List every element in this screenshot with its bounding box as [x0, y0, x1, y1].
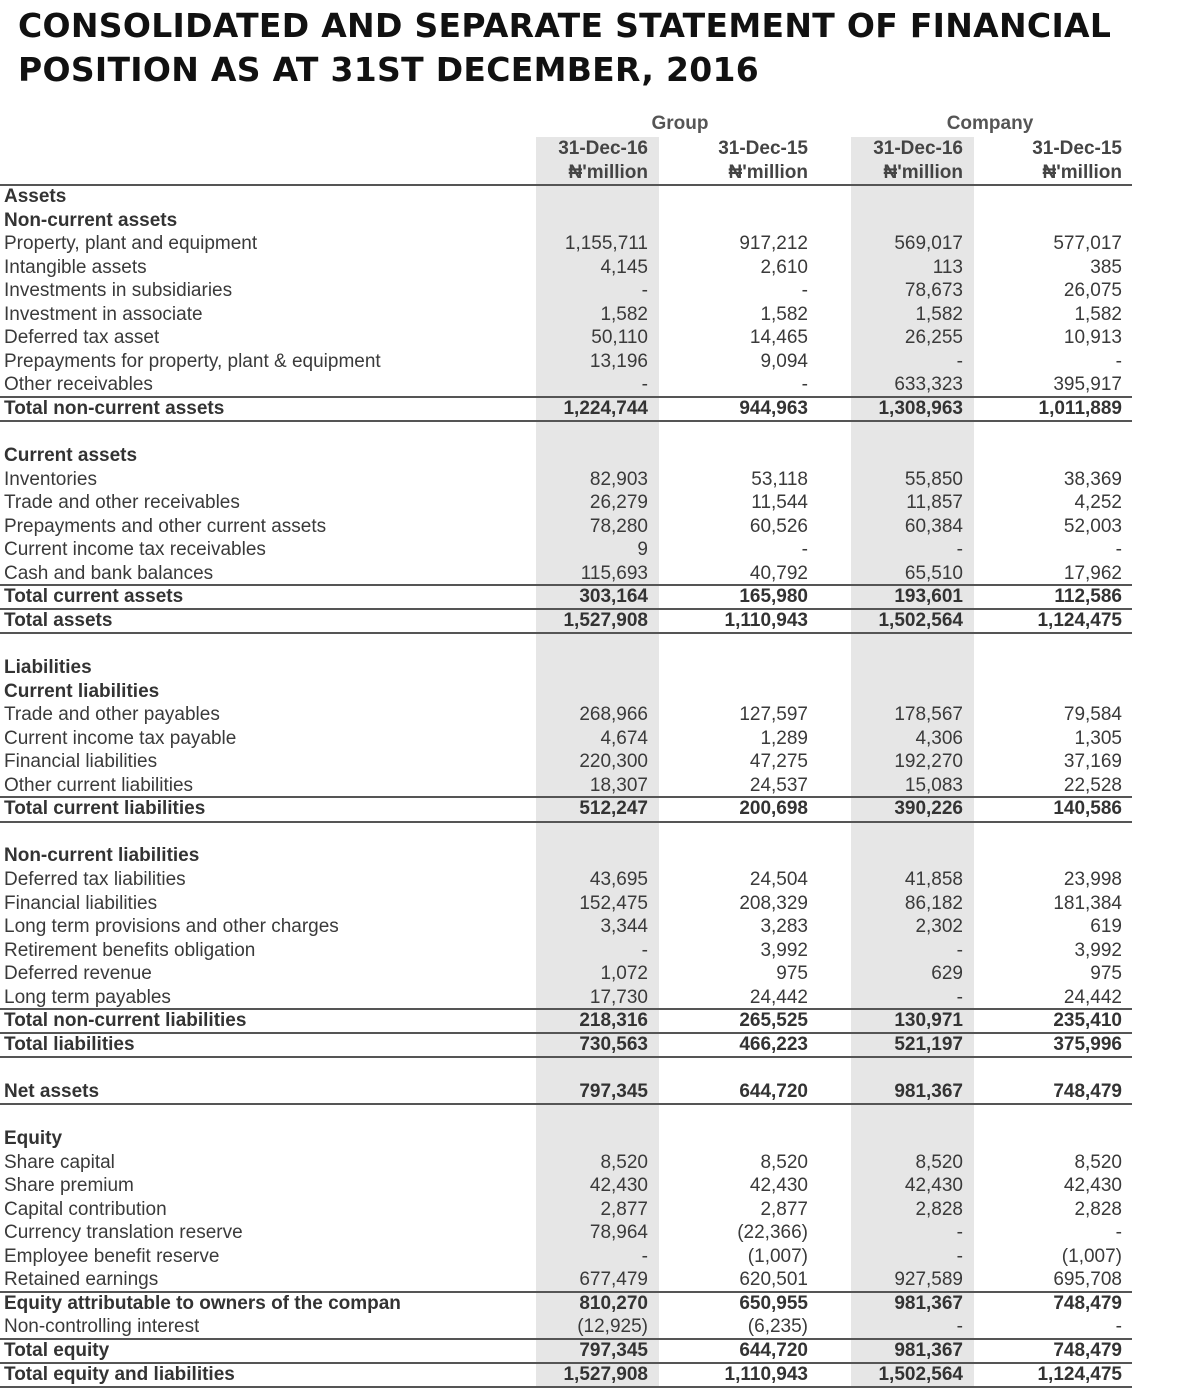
cell-value: 47,275	[749, 751, 808, 773]
table-row	[0, 1103, 1132, 1127]
row-label: Liabilities	[4, 657, 92, 678]
cell-value: 15,083	[904, 774, 963, 796]
cell-value: 797,345	[579, 1080, 648, 1102]
cell-value: 181,384	[1053, 892, 1122, 914]
cell-value: 42,430	[749, 1175, 808, 1197]
table-row	[0, 1198, 1132, 1222]
company-header: Company	[946, 113, 1034, 134]
table-row	[0, 350, 1132, 374]
row-label: Financial liabilities	[4, 892, 158, 914]
cell-value: 41,858	[904, 868, 963, 890]
table-row	[0, 326, 1132, 350]
cell-value: 22,528	[1063, 774, 1122, 796]
cell-value: 52,003	[1063, 515, 1122, 537]
row-label: Total equity	[4, 1339, 110, 1361]
row-label: Investments in subsidiaries	[4, 280, 233, 302]
cell-value: 26,255	[904, 327, 963, 349]
cell-value: 644,720	[739, 1080, 808, 1102]
cell-value: 53,118	[751, 468, 808, 490]
cell-value: 265,525	[739, 1010, 808, 1032]
table-row	[0, 821, 1132, 845]
cell-value: 797,345	[579, 1339, 648, 1361]
cell-value: 37,169	[1063, 751, 1122, 773]
table-row	[0, 1245, 1132, 1269]
cell-value: 82,903	[589, 468, 648, 490]
cell-value: 43,695	[589, 868, 648, 890]
cell-value: (22,366)	[737, 1222, 808, 1244]
cell-value: 2,877	[600, 1198, 648, 1220]
cell-value: -	[1115, 1222, 1122, 1244]
table-row	[0, 1268, 1132, 1292]
cell-value: 42,430	[1063, 1175, 1122, 1197]
table-row	[0, 515, 1132, 539]
cell-value: 60,526	[749, 515, 808, 537]
cell-value: 1,110,943	[724, 609, 808, 631]
cell-value: 9,094	[760, 350, 808, 372]
row-label: Total current assets	[4, 586, 184, 608]
cell-value: 810,270	[579, 1292, 648, 1314]
table-row	[0, 185, 1132, 209]
table-row	[0, 232, 1132, 256]
row-label: Long term provisions and other charges	[4, 916, 339, 938]
cell-value: 521,197	[894, 1033, 963, 1055]
row-label: Share capital	[4, 1151, 115, 1173]
cell-value: 1,155,711	[564, 233, 648, 255]
cell-value: -	[956, 939, 963, 961]
cell-value: 38,369	[1063, 468, 1122, 490]
row-label: Current liabilities	[4, 680, 160, 702]
cell-value: 78,673	[904, 280, 963, 302]
row-label: Total current liabilities	[4, 798, 206, 820]
row-label: Deferred tax liabilities	[4, 868, 186, 890]
table-row	[0, 279, 1132, 303]
cell-value: -	[801, 374, 808, 396]
cell-value: 8,520	[600, 1151, 648, 1173]
cell-value: 11,857	[906, 492, 963, 514]
cell-value: 11,544	[751, 492, 808, 514]
table-row	[0, 915, 1132, 939]
cell-value: 26,075	[1063, 280, 1122, 302]
row-label: Equity	[4, 1128, 63, 1149]
row-label: Trade and other payables	[4, 704, 220, 726]
column-header-2: 31-Dec-16 ₦'million	[873, 138, 963, 183]
row-label: Total non-current liabilities	[4, 1010, 247, 1032]
cell-value: 975	[776, 963, 808, 985]
cell-value: -	[641, 1245, 648, 1267]
cell-value: 4,252	[1074, 492, 1122, 514]
cell-value: 1,305	[1074, 727, 1122, 749]
cell-value: -	[801, 280, 808, 302]
table-row	[0, 680, 1132, 704]
cell-value: 1,582	[760, 303, 808, 325]
row-label: Total equity and liabilities	[4, 1363, 235, 1385]
cell-value: 8,520	[915, 1151, 963, 1173]
cell-value: -	[1115, 1316, 1122, 1338]
cell-value: 2,877	[760, 1198, 808, 1220]
table-row	[0, 1056, 1132, 1080]
cell-value: 1,011,889	[1038, 397, 1122, 419]
cell-value: 23,998	[1063, 868, 1122, 890]
cell-value: 1,582	[600, 303, 648, 325]
cell-value: 390,226	[894, 798, 963, 820]
cell-value: 40,792	[749, 562, 808, 584]
row-label: Capital contribution	[4, 1198, 167, 1220]
table-row	[0, 868, 1132, 892]
cell-value: 4,145	[600, 256, 648, 278]
cell-value: 1,072	[600, 963, 648, 985]
cell-value: 569,017	[894, 233, 963, 255]
cell-value: 1,124,475	[1037, 1363, 1122, 1385]
cell-value: 1,289	[760, 727, 808, 749]
table-row	[0, 468, 1132, 492]
cell-value: 268,966	[579, 704, 648, 726]
cell-value: 2,828	[1074, 1198, 1122, 1220]
table-row	[0, 844, 1132, 868]
table-row	[0, 1339, 1132, 1363]
table-row	[0, 1363, 1132, 1387]
cell-value: 748,479	[1053, 1292, 1122, 1314]
cell-value: 981,367	[894, 1339, 963, 1361]
table-row	[0, 609, 1132, 633]
cell-value: 1,527,908	[563, 1363, 648, 1385]
row-label: Net assets	[4, 1080, 100, 1102]
cell-value: 192,270	[894, 751, 963, 773]
cell-value: 1,502,564	[878, 609, 963, 631]
cell-value: 1,308,963	[878, 397, 963, 419]
table-row	[0, 1033, 1132, 1057]
row-label: Employee benefit reserve	[4, 1245, 220, 1267]
cell-value: 303,164	[579, 586, 648, 608]
cell-value: 577,017	[1053, 233, 1122, 255]
cell-value: (1,007)	[747, 1245, 808, 1267]
cell-value: (1,007)	[1061, 1245, 1122, 1267]
row-label: Prepayments for property, plant & equipment	[4, 350, 381, 372]
cell-value: 208,329	[739, 892, 808, 914]
row-label: Cash and bank balances	[4, 562, 214, 584]
table-row	[0, 397, 1132, 421]
cell-value: 78,964	[589, 1222, 648, 1244]
table-row	[0, 892, 1132, 916]
cell-value: 152,475	[579, 892, 648, 914]
row-label: Currency translation reserve	[4, 1222, 243, 1244]
row-label: Financial liabilities	[4, 751, 158, 773]
cell-value: 385	[1090, 256, 1122, 278]
cell-value: 677,479	[579, 1269, 648, 1291]
cell-value: 3,992	[760, 939, 808, 961]
cell-value: -	[801, 539, 808, 561]
cell-value: 466,223	[739, 1033, 808, 1055]
cell-value: 1,502,564	[878, 1363, 963, 1385]
cell-value: 4,306	[915, 727, 963, 749]
cell-value: -	[1115, 539, 1122, 561]
cell-value: 2,302	[915, 916, 963, 938]
cell-value: 8,520	[1074, 1151, 1122, 1173]
row-label: Share premium	[4, 1175, 134, 1197]
table-row	[0, 1221, 1132, 1245]
row-label: Non-controlling interest	[4, 1316, 200, 1338]
cell-value: 193,601	[894, 586, 963, 608]
cell-value: 60,384	[904, 515, 963, 537]
cell-value: 395,917	[1053, 374, 1122, 396]
row-label: Non-current liabilities	[4, 845, 200, 867]
cell-value: -	[1115, 350, 1122, 372]
row-label: Current assets	[4, 445, 138, 467]
table-row	[0, 632, 1132, 656]
table-row	[0, 1009, 1132, 1033]
table-row	[0, 303, 1132, 327]
row-label: Investment in associate	[4, 303, 203, 325]
cell-value: 24,442	[1063, 986, 1122, 1008]
cell-value: 112,586	[1054, 586, 1122, 608]
cell-value: 375,996	[1053, 1033, 1122, 1055]
cell-value: 140,586	[1053, 798, 1122, 820]
cell-value: 2,610	[760, 256, 808, 278]
cell-value: 42,430	[904, 1175, 963, 1197]
row-label: Intangible assets	[4, 256, 147, 278]
table-row	[0, 986, 1132, 1010]
cell-value: 10,913	[1063, 327, 1122, 349]
row-label: Current income tax receivables	[4, 539, 266, 561]
cell-value: 927,589	[894, 1269, 963, 1291]
cell-value: 1,527,908	[563, 609, 648, 631]
cell-value: 3,992	[1074, 939, 1122, 961]
cell-value: -	[956, 1222, 963, 1244]
row-label: Retirement benefits obligation	[4, 939, 256, 961]
cell-value: 24,504	[749, 868, 808, 890]
cell-value: (6,235)	[747, 1316, 808, 1338]
cell-value: 17,730	[589, 986, 648, 1008]
table-row	[0, 1080, 1132, 1104]
table-row	[0, 256, 1132, 280]
cell-value: 235,410	[1053, 1010, 1122, 1032]
column-header-3: 31-Dec-15 ₦'million	[1032, 138, 1122, 183]
table-row	[0, 962, 1132, 986]
cell-value: 2,828	[915, 1198, 963, 1220]
row-label: Retained earnings	[4, 1269, 159, 1291]
cell-value: -	[956, 986, 963, 1008]
cell-value: 3,344	[600, 916, 648, 938]
table-row	[0, 1127, 1132, 1151]
cell-value: -	[641, 280, 648, 302]
cell-value: 1,224,744	[563, 397, 648, 419]
cell-value: 917,212	[739, 233, 808, 255]
cell-value: 218,316	[579, 1010, 648, 1032]
row-label: Total liabilities	[4, 1033, 135, 1055]
row-label: Inventories	[4, 468, 97, 490]
row-label: Equity attributable to owners of the compan	[4, 1292, 401, 1314]
cell-value: 644,720	[739, 1339, 808, 1361]
cell-value: 130,971	[894, 1010, 963, 1032]
cell-value: 50,110	[591, 327, 648, 349]
cell-value: 981,367	[894, 1292, 963, 1314]
table-row	[0, 1292, 1132, 1316]
table-row	[0, 373, 1132, 397]
cell-value: 127,597	[739, 704, 808, 726]
table-row	[0, 797, 1132, 821]
table-row	[0, 585, 1132, 609]
table-row	[0, 421, 1132, 445]
cell-value: 200,698	[739, 798, 808, 820]
cell-value: 113	[932, 256, 963, 278]
cell-value: 1,110,943	[724, 1363, 808, 1385]
cell-value: 165,980	[739, 586, 808, 608]
cell-value: 24,442	[749, 986, 808, 1008]
table-row	[0, 727, 1132, 751]
table-row	[0, 209, 1132, 233]
cell-value: 944,963	[739, 397, 808, 419]
cell-value: -	[956, 1245, 963, 1267]
row-label: Assets	[4, 186, 67, 207]
cell-value: 730,563	[579, 1033, 648, 1055]
cell-value: 26,279	[589, 492, 648, 514]
cell-value: 9	[637, 539, 648, 561]
cell-value: 86,182	[904, 892, 963, 914]
cell-value: 975	[1090, 963, 1122, 985]
cell-value: 178,567	[894, 704, 963, 726]
cell-value: 14,465	[749, 327, 808, 349]
cell-value: 1,582	[915, 303, 963, 325]
cell-value: 650,955	[739, 1292, 808, 1314]
table-row	[0, 1174, 1132, 1198]
cell-value: 24,537	[749, 774, 808, 796]
table-row	[0, 939, 1132, 963]
row-label: Non-current assets	[4, 209, 178, 231]
table-row	[0, 703, 1132, 727]
cell-value: -	[956, 350, 963, 372]
cell-value: 748,479	[1053, 1339, 1122, 1361]
cell-value: 79,584	[1063, 704, 1122, 726]
cell-value: 981,367	[894, 1080, 963, 1102]
cell-value: 619	[1090, 916, 1122, 938]
row-label: Trade and other receivables	[4, 492, 240, 514]
cell-value: 633,323	[894, 374, 963, 396]
row-label: Prepayments and other current assets	[4, 515, 327, 537]
cell-value: 18,307	[589, 774, 648, 796]
row-label: Total non-current assets	[4, 397, 225, 419]
row-label: Other current liabilities	[4, 774, 194, 796]
cell-value: 42,430	[589, 1175, 648, 1197]
cell-value: 115,693	[580, 562, 648, 584]
cell-value: 620,501	[739, 1269, 808, 1291]
row-label: Deferred tax asset	[4, 327, 160, 349]
cell-value: 13,196	[589, 350, 648, 372]
column-header-0: 31-Dec-16 ₦'million	[558, 138, 648, 183]
table-row	[0, 750, 1132, 774]
table-row	[0, 538, 1132, 562]
table-row	[0, 491, 1132, 515]
table-row	[0, 774, 1132, 798]
row-label: Current income tax payable	[4, 727, 237, 749]
row-label: Deferred revenue	[4, 963, 152, 985]
cell-value: 1,124,475	[1037, 609, 1122, 631]
table-row	[0, 562, 1132, 586]
cell-value: 695,708	[1053, 1269, 1122, 1291]
row-label: Other receivables	[4, 374, 153, 396]
row-label: Long term payables	[4, 986, 171, 1008]
cell-value: -	[641, 939, 648, 961]
cell-value: -	[956, 539, 963, 561]
table-row	[0, 1151, 1132, 1175]
cell-value: -	[641, 374, 648, 396]
column-header-1: 31-Dec-15 ₦'million	[718, 138, 808, 183]
table-row	[0, 656, 1132, 680]
cell-value: 8,520	[760, 1151, 808, 1173]
cell-value: 220,300	[579, 751, 648, 773]
cell-value: 17,962	[1063, 562, 1122, 584]
row-label: Property, plant and equipment	[4, 233, 258, 255]
cell-value: 65,510	[904, 562, 963, 584]
table-row	[0, 444, 1132, 468]
row-label: Total assets	[4, 609, 113, 631]
table-row	[0, 1315, 1132, 1339]
cell-value: 4,674	[600, 727, 648, 749]
cell-value: -	[956, 1316, 963, 1338]
cell-value: (12,925)	[577, 1316, 648, 1338]
cell-value: 629	[931, 963, 963, 985]
page-title: CONSOLIDATED AND SEPARATE STATEMENT OF FINANCIAL POSITION AS AT 31ST DECEMBER, 2016	[18, 6, 1112, 89]
cell-value: 3,283	[760, 916, 808, 938]
cell-value: 55,850	[904, 468, 963, 490]
cell-value: 512,247	[579, 798, 648, 820]
group-header: Group	[651, 113, 709, 134]
cell-value: 78,280	[589, 515, 648, 537]
cell-value: 1,582	[1074, 303, 1122, 325]
cell-value: 748,479	[1053, 1080, 1122, 1102]
